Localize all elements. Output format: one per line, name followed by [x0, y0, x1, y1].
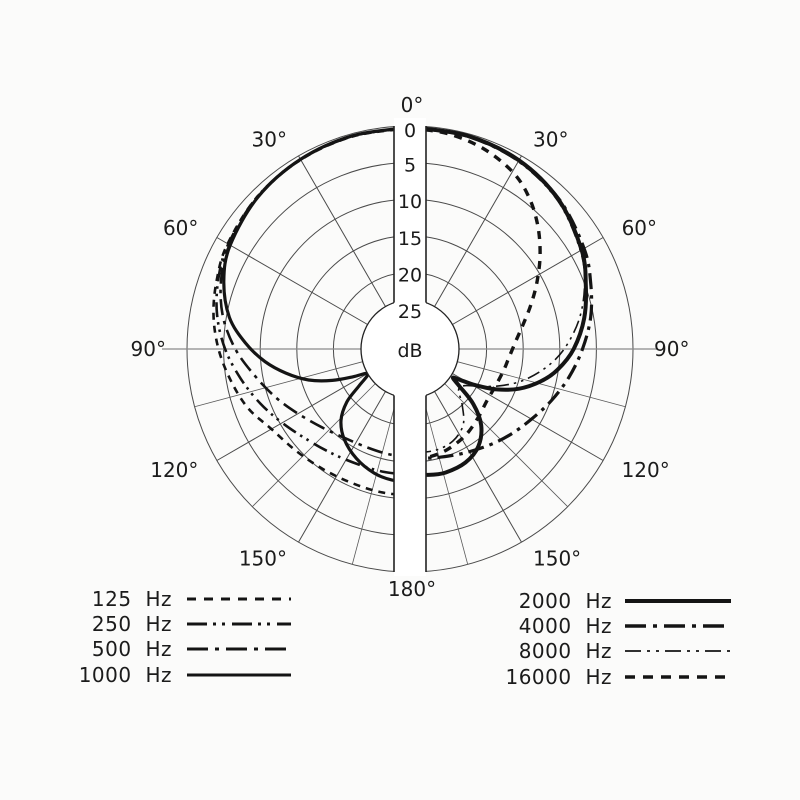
legend-label: 4000 Hz: [518, 614, 612, 639]
angle-label-left-120: 120°: [150, 458, 199, 482]
center-units-label: dB: [397, 340, 423, 362]
angle-label-right-60: 60°: [621, 216, 658, 240]
legend-item: [488, 588, 732, 613]
legend-label: 125 Hz: [91, 586, 172, 611]
angle-label-left-90: 90°: [130, 337, 166, 361]
legend-line-swatch: [186, 619, 292, 629]
grid-radial-135deg: [252, 384, 375, 507]
db-scale-label-5: 5: [403, 154, 417, 177]
legend-item: [488, 664, 732, 689]
legend-line-swatch: [186, 594, 292, 604]
legend-item: [58, 662, 292, 687]
curve-1000-hz: [224, 127, 410, 482]
legend-item: [58, 637, 292, 662]
legend-label: 16000 Hz: [505, 664, 612, 689]
angle-label-left-60: 60°: [162, 216, 199, 240]
legend-line-swatch: [186, 644, 292, 654]
grid-radial-105deg: [457, 362, 625, 407]
legend-item: [58, 611, 292, 636]
grid-radial-30deg: [299, 156, 386, 307]
legend-line-swatch: [186, 670, 292, 680]
curve-4000-hz: [410, 127, 592, 458]
curve-2000-hz: [410, 127, 586, 475]
db-scale-label-20: 20: [397, 264, 423, 287]
db-scale-label-10: 10: [397, 191, 423, 214]
grid-radial-60deg: [217, 238, 368, 325]
legend-label: 250 Hz: [91, 612, 172, 637]
legend-item: [488, 613, 732, 638]
angle-label-180: 180°: [387, 577, 437, 601]
grid-radial-165deg: [423, 396, 468, 564]
angle-label-left-30: 30°: [251, 127, 287, 152]
curve-500-hz: [221, 128, 410, 457]
legend-label: 8000 Hz: [518, 639, 612, 664]
legend-low-frequencies: [58, 586, 292, 688]
curve-8000-hz: [410, 127, 585, 453]
legend-high-frequencies: [488, 588, 732, 690]
legend-label: 1000 Hz: [78, 662, 172, 687]
db-scale-label-15: 15: [397, 227, 423, 250]
legend-item: [488, 639, 732, 664]
legend-label: 2000 Hz: [518, 588, 612, 613]
db-scale-label-25: 25: [397, 301, 423, 323]
legend-label: 500 Hz: [91, 637, 172, 662]
angle-label-left-150: 150°: [238, 546, 287, 571]
legend-line-swatch: [624, 646, 732, 656]
legend-item: [58, 586, 292, 611]
grid-radial-30deg: [435, 156, 522, 307]
legend-line-swatch: [624, 621, 732, 631]
angle-label-0: 0°: [400, 93, 424, 117]
angle-label-right-120: 120°: [621, 458, 670, 482]
legend-line-swatch: [624, 672, 732, 682]
angle-label-right-30: 30°: [533, 127, 569, 152]
scale-channel-bottom: [394, 349, 426, 576]
legend-line-swatch: [624, 596, 732, 606]
angle-label-right-150: 150°: [533, 546, 582, 571]
angle-label-right-90: 90°: [654, 337, 690, 361]
db-scale-label-0: 0: [403, 120, 417, 142]
